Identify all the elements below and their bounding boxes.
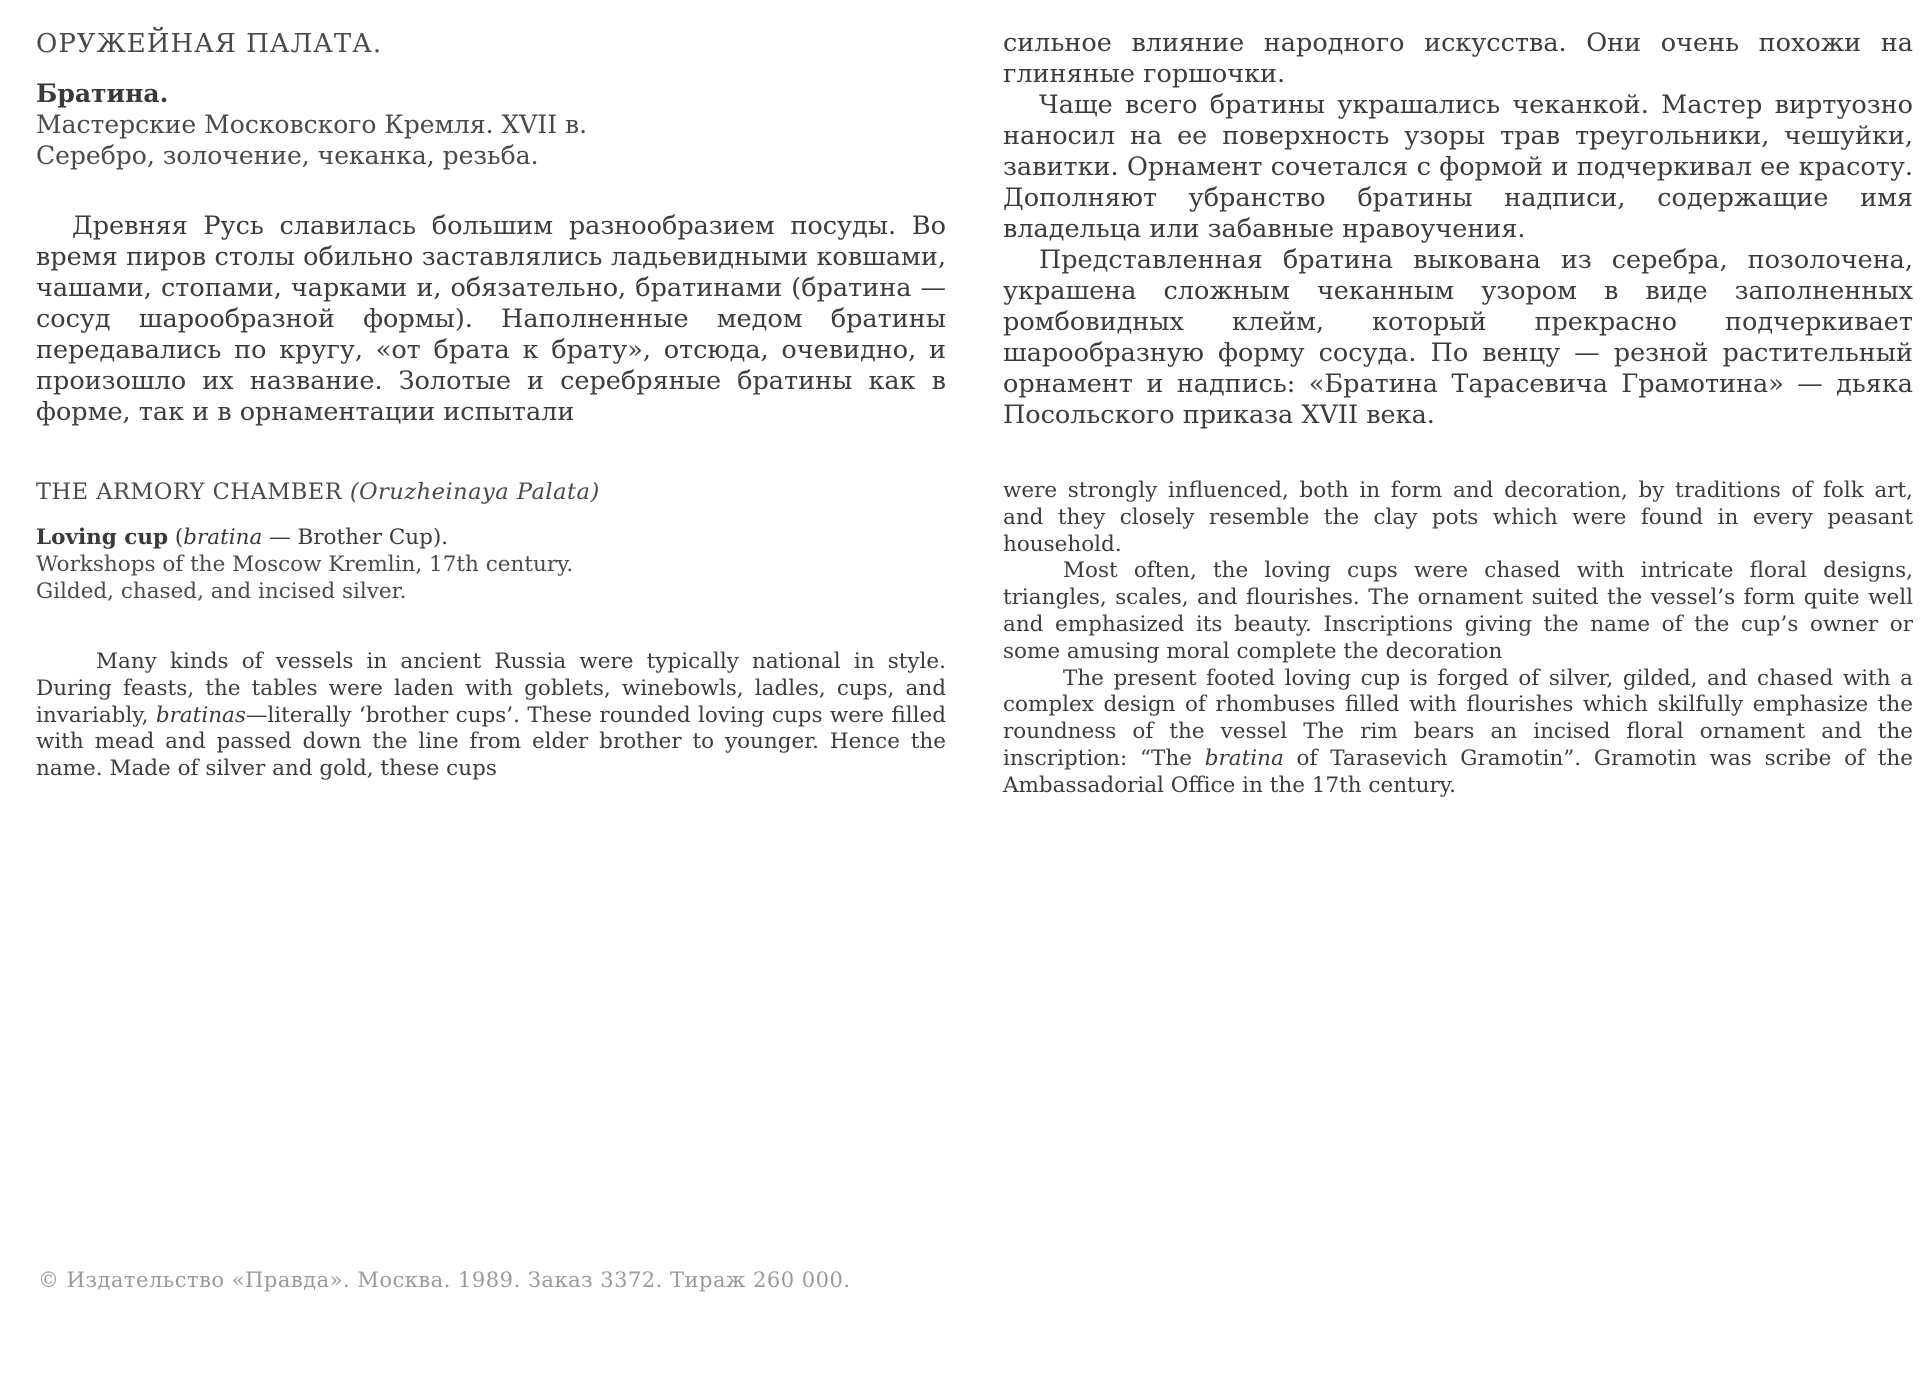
en-item-title-rest: — Brother Cup). (262, 525, 449, 550)
en-description-part1: The present footed loving cup is forged of silver, gilded, and chased with a complex design of rhombuses filled with flourishes which skilfully emphasize the roundness of the vessel The rim bears an incised floral ornament and the inscription: “The (1003, 665, 1913, 771)
ru-paragraph-continuation: сильное влияние народного искусства. Они очень похожи на глиняные горшочки. (1003, 28, 1913, 89)
en-paragraph-description (1003, 666, 1913, 800)
en-left-column (36, 478, 946, 783)
en-item-title-italic: bratina (183, 525, 263, 550)
en-intro-italic: bratinas (155, 702, 246, 728)
en-intro-part1: Many kinds of vessels in ancient Russia were typically national in style. During feasts, the tables were laden with goblets, winebowls, ladles, cups, and invariably, (36, 649, 946, 728)
ru-item-line-workshop: Мастерские Московского Кремля. XVII в. (36, 110, 588, 139)
ru-item-title: Братина. (36, 79, 169, 108)
en-heading (36, 478, 946, 506)
en-item-title-open: ( (168, 525, 184, 550)
en-item-line-materials: Gilded, chased, and incised silver. (36, 579, 407, 604)
en-right-column (1003, 478, 1913, 800)
ru-right-column (1003, 28, 1913, 431)
ru-paragraph-intro: Древняя Русь славилась большим разнообразием посуды. Во время пиров столы обильно заставлялись ладьевидными ковшами, чашами, стопами, чарками и, обязательно, братинами (братина — сосуд шарообразной формы). Наполненные медом братины передавались по кругу, «от брата к брату», отсюда, очевидно, и произошло их название. Золотые и серебряные братины как в форме, так и в орнаментации испытали (36, 211, 946, 427)
en-item-title-bold: Loving cup (36, 525, 169, 550)
en-heading-main: THE ARMORY CHAMBER (36, 479, 343, 505)
en-item-line-workshop: Workshops of the Moscow Kremlin, 17th century. (36, 552, 574, 577)
en-paragraph-intro (36, 649, 946, 783)
publisher-imprint: © Издательство «Правда». Москва. 1989. Заказ 3372. Тираж 260 000. (38, 1268, 851, 1292)
ru-item-line-materials: Серебро, золочение, чеканка, резьба. (36, 141, 539, 170)
en-paragraph-decoration: Most often, the loving cups were chased with intricate floral designs, triangles, scales, and flourishes. The ornament suited the vessel’s form quite well and emphasized its beauty. Inscriptions giving the name of the cup’s owner or some amusing moral complete the decoration (1003, 558, 1913, 664)
en-item-title (36, 524, 946, 551)
ru-paragraph-decoration: Чаще всего братины украшались чеканкой. Мастер виртуозно наносил на ее поверхность узоры трав треугольники, чешуйки, завитки. Орнамент сочетался с формой и подчеркивал ее красоту. Дополняют убранство братины надписи, содержащие имя владельца или забавные нравоучения. (1003, 90, 1913, 244)
en-paragraph-continuation: were strongly influenced, both in form and decoration, by traditions of folk art, and they closely resemble the clay pots which were found in every peasant household. (1003, 478, 1913, 557)
en-intro-part2: —literally ‘brother cups’. These rounded loving cups were filled with mead and passed down the line from elder brother to younger. Hence the name. Made of silver and gold, these cups (36, 702, 947, 782)
en-description-part2: of Tarasevich Gramotin”. Gramotin was scribe of the Ambassadorial Office in the 17th century. (1003, 745, 1913, 798)
en-description-italic: bratina (1204, 745, 1284, 771)
ru-heading: ОРУЖЕЙНАЯ ПАЛАТА. (36, 29, 383, 59)
en-heading-italic: (Oruzheinaya Palata) (349, 479, 600, 505)
ru-left-column (36, 28, 946, 428)
ru-paragraph-description: Представленная братина выкована из серебра, позолочена, украшена сложным чеканным узором в виде заполненных ромбовидных клейм, который прекрасно подчеркивает шарообразную форму сосуда. По венцу — резной растительный орнамент и надпись: «Братина Тарасевича Грамотина» — дьяка Посольского приказа XVII века. (1003, 245, 1913, 430)
